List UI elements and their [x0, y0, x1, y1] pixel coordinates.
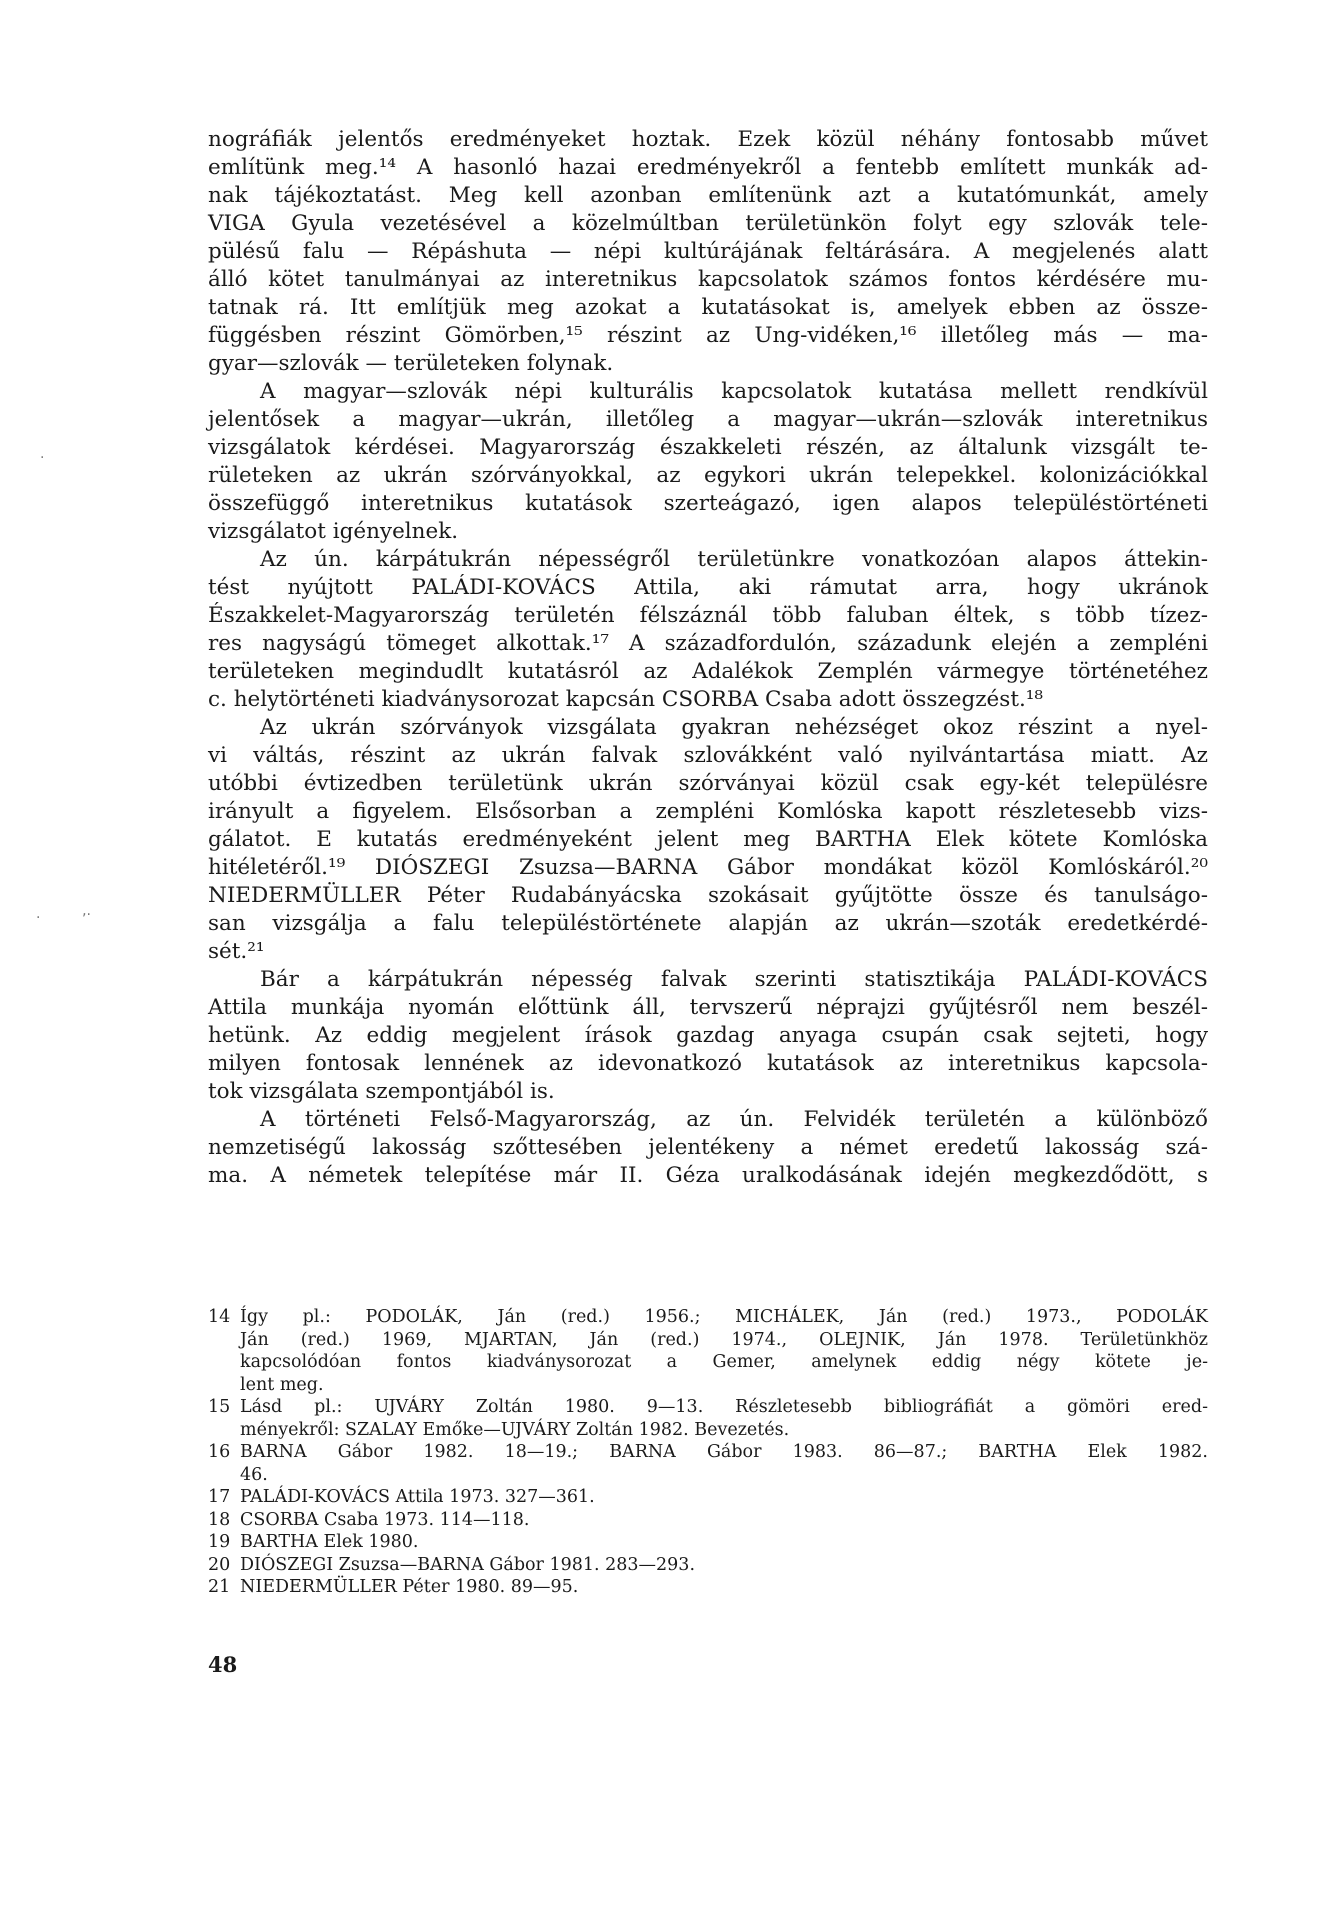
body-line: Bár a kárpátukrán népesség falvak szerinti statisztikája PALÁDI-KOVÁCS — [260, 967, 1208, 992]
body-line: NIEDERMÜLLER Péter Rudabányácska szokásait gyűjtötte össze és tanulságo- — [208, 883, 1208, 908]
footnote-text: Ján (red.) 1969, MJARTAN, Ján (red.) 1974., OLEJNIK, Ján 1978. Területünkhöz — [240, 1329, 1208, 1350]
body-text — [208, 126, 1208, 1190]
footnote-line — [208, 1329, 1208, 1352]
margin-speck: ‚. — [82, 903, 91, 919]
body-line: vi váltás, részint az ukrán falvak szlovákként való nyilvántartása miatt. Az — [208, 743, 1208, 768]
body-line: tést nyújtott PALÁDI-KOVÁCS Attila, aki rámutat arra, hogy ukránok — [208, 575, 1208, 600]
body-line: tatnak rá. Itt említjük meg azokat a kutatásokat is, amelyek ebben az össze- — [208, 295, 1208, 320]
body-line: sét.²¹ — [208, 939, 265, 964]
body-line: Attila munkája nyomán előttünk áll, tervszerű néprajzi gyűjtésről nem beszél- — [208, 995, 1208, 1020]
body-line: rületeken az ukrán szórványokkal, az egykori ukrán telepekkel. kolonizációkkal — [208, 463, 1208, 488]
body-line: vizsgálatot igényelnek. — [208, 519, 459, 544]
footnotes — [208, 1306, 1208, 1599]
footnote-text: BARTHA Elek 1980. — [240, 1532, 419, 1552]
footnote-line — [208, 1419, 1208, 1442]
page-number: 48 — [208, 1652, 238, 1677]
body-line: függésben részint Gömörben,¹⁵ részint az Ung-vidéken,¹⁶ illetőleg más — ma- — [208, 323, 1208, 348]
footnote-text: ményekről: SZALAY Emőke—UJVÁRY Zoltán 1982. Bevezetés. — [240, 1419, 790, 1440]
footnote-text: 46. — [240, 1464, 268, 1485]
footnote-number: 20 — [208, 1554, 231, 1575]
body-line: említünk meg.¹⁴ A hasonló hazai eredményekről a fentebb említett munkák ad- — [208, 155, 1208, 180]
footnote-number: 21 — [208, 1577, 231, 1597]
footnote-number: 15 — [208, 1397, 231, 1417]
footnote-line — [208, 1464, 1208, 1487]
footnote-line — [208, 1531, 1208, 1554]
body-line: utóbbi évtizedben területünk ukrán szórványai közül csak egy-két településre — [208, 771, 1208, 796]
body-line: nemzetiségű lakosság szőttesében jelentékeny a német eredetű lakosság szá- — [208, 1135, 1208, 1160]
footnote-number: 14 — [208, 1307, 231, 1327]
body-line: tok vizsgálata szempontjából is. — [208, 1079, 555, 1104]
body-line: VIGA Gyula vezetésével a közelmúltban területünkön folyt egy szlovák tele- — [208, 211, 1208, 236]
footnote-line — [208, 1576, 1208, 1599]
footnote-text: DIÓSZEGI Zsuzsa—BARNA Gábor 1981. 283—293. — [240, 1554, 696, 1575]
body-line: területeken megindudlt kutatásról az Adalékok Zemplén vármegye történetéhez — [208, 659, 1208, 684]
body-line: nak tájékoztatást. Meg kell azonban említenünk azt a kutatómunkát, amely — [208, 183, 1208, 208]
body-line: Az ukrán szórványok vizsgálata gyakran nehézséget okoz részint a nyel- — [260, 715, 1208, 740]
body-line: irányult a figyelem. Elsősorban a zempléni Komlóska kapott részletesebb vizs- — [208, 799, 1208, 824]
margin-speck: . — [36, 906, 41, 922]
footnote-text: Így pl.: PODOLÁK, Ján (red.) 1956.; MICHÁLEK, Ján (red.) 1973., PODOLÁK — [240, 1307, 1208, 1327]
body-line: c. helytörténeti kiadványsorozat kapcsán CSORBA Csaba adott összegzést.¹⁸ — [208, 687, 1044, 712]
footnote-number: 17 — [208, 1487, 231, 1507]
footnote-line — [208, 1351, 1208, 1374]
footnote-text: BARNA Gábor 1982. 18—19.; BARNA Gábor 1983. 86—87.; BARTHA Elek 1982. — [240, 1442, 1208, 1462]
body-line: pülésű falu — Répáshuta — népi kultúrájának feltárására. A megjelenés alatt — [208, 239, 1208, 264]
body-line: Az ún. kárpátukrán népességről területünkre vonatkozóan alapos áttekin- — [260, 547, 1208, 572]
body-line: álló kötet tanulmányai az interetnikus kapcsolatok számos fontos kérdésére mu- — [208, 267, 1208, 292]
footnote-number: 19 — [208, 1532, 231, 1552]
footnote-line — [208, 1306, 1208, 1329]
footnote-text: PALÁDI-KOVÁCS Attila 1973. 327—361. — [240, 1487, 595, 1507]
body-line: milyen fontosak lennének az idevonatkozó kutatások az interetnikus kapcsola- — [208, 1051, 1208, 1076]
footnote-text: Lásd pl.: UJVÁRY Zoltán 1980. 9—13. Részletesebb bibliográfiát a gömöri ered- — [240, 1397, 1208, 1417]
footnote-text: CSORBA Csaba 1973. 114—118. — [240, 1509, 530, 1530]
margin-speck: . — [40, 446, 45, 462]
body-line: összefüggő interetnikus kutatások szerteágazó, igen alapos településtörténeti — [208, 491, 1208, 516]
body-line: ma. A németek telepítése már II. Géza uralkodásának idején megkezdődött, s — [208, 1163, 1208, 1188]
footnote-line — [208, 1374, 1208, 1397]
body-line: vizsgálatok kérdései. Magyarország északkeleti részén, az általunk vizsgált te- — [208, 435, 1208, 460]
footnote-number: 18 — [208, 1509, 231, 1530]
body-line: gálatot. E kutatás eredményeként jelent meg BARTHA Elek kötete Komlóska — [208, 827, 1208, 852]
body-line: A magyar—szlovák népi kulturális kapcsolatok kutatása mellett rendkívül — [260, 379, 1208, 404]
footnote-line — [208, 1486, 1208, 1509]
body-line: A történeti Felső-Magyarország, az ún. Felvidék területén a különböző — [260, 1107, 1208, 1132]
footnote-text: lent meg. — [240, 1374, 324, 1395]
footnote-text: kapcsolódóan fontos kiadványsorozat a Gemer, amelynek eddig négy kötete je- — [240, 1352, 1208, 1372]
body-line: res nagyságú tömeget alkottak.¹⁷ A századfordulón, századunk elején a zempléni — [208, 631, 1208, 656]
footnote-line — [208, 1554, 1208, 1577]
body-line: hetünk. Az eddig megjelent írások gazdag anyaga csupán csak sejteti, hogy — [208, 1023, 1208, 1048]
body-line: jelentősek a magyar—ukrán, illetőleg a magyar—ukrán—szlovák interetnikus — [208, 407, 1208, 432]
body-line: gyar—szlovák — területeken folynak. — [208, 351, 614, 376]
footnote-number: 16 — [208, 1442, 231, 1462]
footnote-line — [208, 1441, 1208, 1464]
body-line: hitéletéről.¹⁹ DIÓSZEGI Zsuzsa—BARNA Gábor mondákat közöl Komlóskáról.²⁰ — [208, 855, 1208, 880]
footnote-line — [208, 1396, 1208, 1419]
footnote-text: NIEDERMÜLLER Péter 1980. 89—95. — [240, 1577, 579, 1597]
body-line: san vizsgálja a falu településtörténete alapján az ukrán—szoták eredetkérdé- — [208, 911, 1208, 936]
body-line: Északkelet-Magyarország területén félszáznál több faluban éltek, s több tízez- — [208, 603, 1208, 628]
footnote-line — [208, 1509, 1208, 1532]
body-line: nográfiák jelentős eredményeket hoztak. Ezek közül néhány fontosabb művet — [208, 127, 1208, 152]
